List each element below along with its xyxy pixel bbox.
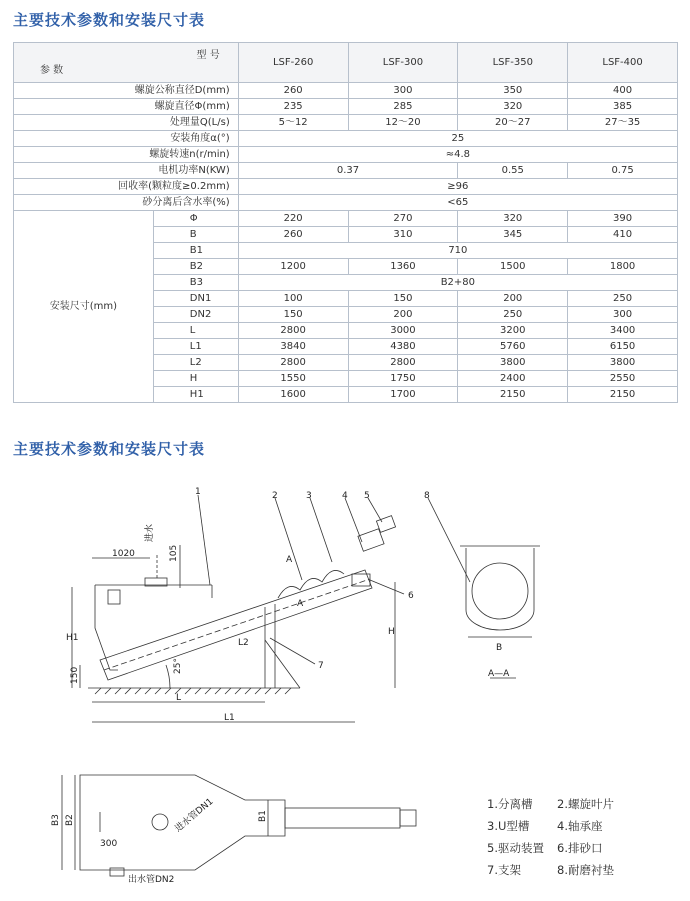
- dim-150: 150: [70, 666, 80, 684]
- callout-4: 4: [342, 491, 348, 501]
- cell: 260: [238, 227, 348, 243]
- leader: [270, 638, 315, 664]
- cell: 2400: [458, 371, 568, 387]
- row-label: 电机功率N(KW): [14, 163, 239, 179]
- legend-row: [487, 793, 614, 815]
- cell: 345: [458, 227, 568, 243]
- cell: 3800: [458, 355, 568, 371]
- cell: 1500: [458, 259, 568, 275]
- inlet-label: 进水: [145, 523, 155, 542]
- cell: 3400: [568, 323, 678, 339]
- dim-L: L: [176, 693, 182, 703]
- sub-label: H1: [153, 387, 238, 403]
- dim-L1: L1: [224, 713, 235, 723]
- dim-L2: L2: [238, 638, 249, 648]
- cell: 3000: [348, 323, 458, 339]
- cell: 235: [238, 99, 348, 115]
- outlet-pipe-label: 出水管DN2: [128, 875, 175, 885]
- leader: [368, 498, 382, 522]
- table-row: [14, 211, 678, 227]
- cell: 2150: [568, 387, 678, 403]
- cell: 1700: [348, 387, 458, 403]
- legend-item: 2.螺旋叶片: [557, 797, 614, 811]
- sub-label: Φ: [153, 211, 238, 227]
- cell: <65: [238, 195, 677, 211]
- inlet-pipe-label: 进水管DN1: [173, 796, 216, 835]
- table-row: [14, 115, 678, 131]
- cell: 390: [568, 211, 678, 227]
- legend-row: [487, 837, 614, 859]
- leader: [310, 498, 332, 562]
- cell: 3800: [568, 355, 678, 371]
- sub-label: L2: [153, 355, 238, 371]
- cell: 285: [348, 99, 458, 115]
- cell: 250: [458, 307, 568, 323]
- callout-2: 2: [272, 491, 278, 501]
- table-title: 主要技术参数和安装尺寸表: [13, 11, 206, 29]
- callout-8: 8: [424, 491, 430, 501]
- plan-trough: [285, 808, 400, 828]
- table-row: [14, 131, 678, 147]
- callout-6: 6: [408, 591, 414, 601]
- plan-inlet: [152, 814, 168, 830]
- cell: 0.37: [238, 163, 458, 179]
- cell: 2800: [238, 323, 348, 339]
- model-header: LSF-260: [238, 43, 348, 83]
- leader: [198, 495, 210, 585]
- ground-hatch: [95, 688, 291, 694]
- model-header: LSF-400: [568, 43, 678, 83]
- cell: 310: [348, 227, 458, 243]
- dim-B3: B3: [51, 814, 61, 826]
- cell: 710: [238, 243, 677, 259]
- cell: 350: [458, 83, 568, 99]
- corner-cell: [14, 43, 239, 83]
- screw-blade: [278, 570, 344, 598]
- angle-arc: [166, 665, 170, 688]
- install-label: 安装尺寸(mm): [14, 211, 154, 403]
- legend-row: [487, 815, 614, 837]
- cell: 150: [348, 291, 458, 307]
- sub-label: B3: [153, 275, 238, 291]
- cell: 3200: [458, 323, 568, 339]
- cell: 1800: [568, 259, 678, 275]
- cell: 1750: [348, 371, 458, 387]
- dim-H: H: [388, 627, 395, 637]
- cell: 410: [568, 227, 678, 243]
- cell: 2550: [568, 371, 678, 387]
- callout-3: 3: [306, 491, 312, 501]
- cell: 270: [348, 211, 458, 227]
- dim-B1: B1: [258, 810, 268, 822]
- legend-item: 3.U型槽: [487, 819, 530, 833]
- leader: [370, 580, 404, 594]
- legend-item: 7.支架: [487, 863, 521, 877]
- section-label: A—A: [488, 669, 510, 679]
- cell: 1360: [348, 259, 458, 275]
- row-label: 螺旋直径Φ(mm): [14, 99, 239, 115]
- sub-label: B: [153, 227, 238, 243]
- sub-label: H: [153, 371, 238, 387]
- cell: 6150: [568, 339, 678, 355]
- callout-7: 7: [318, 661, 324, 671]
- table-header-row: [14, 43, 678, 83]
- cell: 150: [238, 307, 348, 323]
- table-row: [14, 163, 678, 179]
- sub-label: DN2: [153, 307, 238, 323]
- row-label: 安装角度α(°): [14, 131, 239, 147]
- cell: 0.55: [458, 163, 568, 179]
- dim-H1: H1: [66, 633, 79, 643]
- cell: 2800: [348, 355, 458, 371]
- legend-item: 5.驱动装置: [487, 841, 544, 855]
- cell: 0.75: [568, 163, 678, 179]
- corner-top-label: 型 号: [196, 50, 220, 61]
- cell: 4380: [348, 339, 458, 355]
- dim-105: 105: [169, 544, 179, 562]
- cell: 1200: [238, 259, 348, 275]
- tank-flange: [108, 590, 120, 604]
- dim-1020: 1020: [112, 549, 135, 559]
- plan-outlet: [110, 868, 124, 876]
- cell: 1550: [238, 371, 348, 387]
- legend-item: 8.耐磨衬垫: [557, 863, 614, 877]
- separation-tank-left: [95, 585, 118, 670]
- sub-label: L1: [153, 339, 238, 355]
- cell: 5～12: [238, 115, 348, 131]
- row-label: 回收率(颗粒度≥0.2mm): [14, 179, 239, 195]
- model-header: LSF-300: [348, 43, 458, 83]
- cell: 27～35: [568, 115, 678, 131]
- corner-bottom-label: 参 数: [40, 65, 64, 76]
- callout-1: 1: [195, 487, 201, 497]
- row-label: 砂分离后含水率(%): [14, 195, 239, 211]
- table-row: [14, 179, 678, 195]
- row-label: 处理量Q(L/s): [14, 115, 239, 131]
- parts-legend: [487, 793, 614, 881]
- legend-item: 6.排砂口: [557, 841, 603, 855]
- cell: 100: [238, 291, 348, 307]
- cell: 25: [238, 131, 677, 147]
- model-header: LSF-350: [458, 43, 568, 83]
- legend-item: 1.分离槽: [487, 797, 533, 811]
- section-mark-A: A: [286, 555, 293, 565]
- cell: 1600: [238, 387, 348, 403]
- angle-label: 25°: [173, 658, 183, 674]
- sub-label: B1: [153, 243, 238, 259]
- legend-row: [487, 859, 614, 881]
- cell: 5760: [458, 339, 568, 355]
- cell: 320: [458, 211, 568, 227]
- leader: [275, 498, 302, 580]
- cell: 200: [348, 307, 458, 323]
- cell: 20～27: [458, 115, 568, 131]
- cell: 12～20: [348, 115, 458, 131]
- section-mark-A2: A: [297, 599, 304, 609]
- row-label: 螺旋公称直径D(mm): [14, 83, 239, 99]
- cell: 2800: [238, 355, 348, 371]
- cell: 300: [348, 83, 458, 99]
- plan-drive: [400, 810, 416, 826]
- drawing-title: 主要技术参数和安装尺寸表: [13, 440, 206, 458]
- support-brace: [265, 640, 300, 688]
- sub-label: DN1: [153, 291, 238, 307]
- cell: 400: [568, 83, 678, 99]
- sub-label: B2: [153, 259, 238, 275]
- spec-table: [13, 42, 678, 403]
- callout-5: 5: [364, 491, 370, 501]
- cell: 220: [238, 211, 348, 227]
- cell: 385: [568, 99, 678, 115]
- table-row: [14, 83, 678, 99]
- sub-label: L: [153, 323, 238, 339]
- table-row: [14, 195, 678, 211]
- cell: ≥96: [238, 179, 677, 195]
- cell: 200: [458, 291, 568, 307]
- cell: 3840: [238, 339, 348, 355]
- dim-B2: B2: [65, 814, 75, 826]
- cell: 250: [568, 291, 678, 307]
- cell: ≈4.8: [238, 147, 677, 163]
- dim-300: 300: [100, 839, 118, 849]
- section-screw: [472, 563, 528, 619]
- section-trough: [466, 548, 534, 630]
- cell: B2+80: [238, 275, 677, 291]
- dim-B: B: [496, 643, 503, 653]
- cell: 260: [238, 83, 348, 99]
- table-row: [14, 99, 678, 115]
- cell: 320: [458, 99, 568, 115]
- cell: 2150: [458, 387, 568, 403]
- table-row: [14, 147, 678, 163]
- cell: 300: [568, 307, 678, 323]
- leader: [345, 498, 362, 542]
- trough-centerline: [104, 579, 370, 670]
- leader: [428, 498, 470, 582]
- row-label: 螺旋转速n(r/min): [14, 147, 239, 163]
- legend-item: 4.轴承座: [557, 819, 603, 833]
